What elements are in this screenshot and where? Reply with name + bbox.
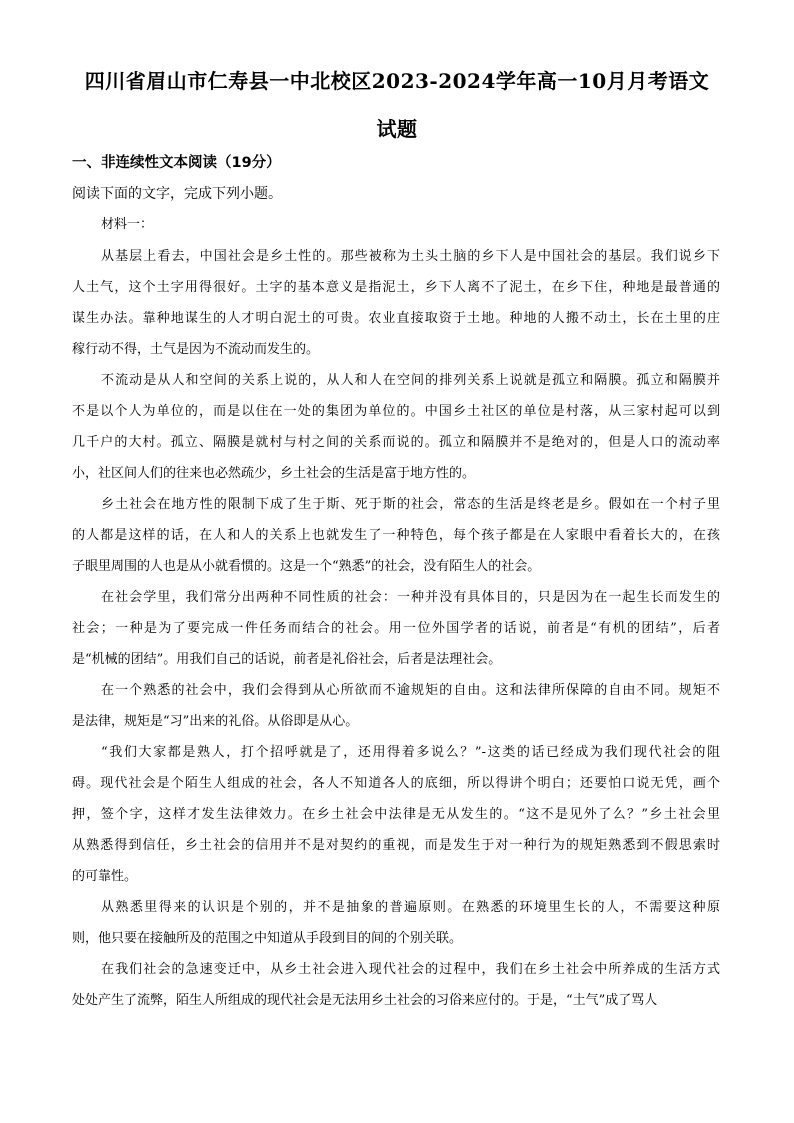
paragraph-line: 从基层上看去，中国社会是乡土性的。那些被称为土头土脑的乡下人是中国社会的基层。我们说乡下 [101,249,720,264]
paragraph-line: 从熟悉得到信任，乡土社会的信用并不是对契约的重视，而是发生于对一种行为的规矩熟悉到不假思索时 [72,838,720,853]
paragraph-line: 从熟悉里得来的认识是个别的，并不是抽象的普遍原则。在熟悉的环境里生长的人，不需要这种原 [101,900,720,915]
paragraph-line: 稼行动不得，土气是因为不流动而发生的。 [72,342,320,357]
reading-instruction: 阅读下面的文字，完成下列小题。 [72,186,282,202]
paragraph-line: 小，社区间人们的往来也必然疏少，乡土社会的生活是富于地方性的。 [72,466,476,481]
passage-paragraph [72,892,720,954]
document-title-line-1: 四川省眉山市仁寿县一中北校区2023-2024学年高一10月月考语文 [84,69,710,93]
passage-paragraph [72,489,720,582]
section-heading: 一、非连续性文本阅读（19分） [72,155,281,171]
paragraph-line: 不是以个人为单位的，而是以住在一处的集团为单位的。中国乡土社区的单位是村落，从三家村起可以到 [72,404,720,419]
passage-paragraph [72,954,720,1016]
paragraph-line: 处处产生了流弊，陌生人所组成的现代社会是无法用乡土社会的习俗来应付的。于是，“土气”成了骂人 [72,993,658,1008]
paragraph-line: “我们大家都是熟人，打个招呼就是了，还用得着多说么？”-这类的话已经成为我们现代社会的阻 [101,745,720,760]
paragraph-line: 几千户的大村。孤立、隔膜是就村与村之间的关系而说的。孤立和隔膜并不是绝对的，但是人口的流动率 [72,435,720,450]
paragraph-line: 在我们社会的急速变迁中，从乡土社会进入现代社会的过程中，我们在乡土社会中所养成的生活方式 [101,962,720,977]
paragraph-line: 的人都是这样的话，在人和人的关系上也就发生了一种特色，每个孩子都是在人家眼中看着长大的，在孩 [72,528,720,543]
material-label: 材料一： [101,217,154,232]
passage-paragraph [72,582,720,675]
document-title-line-2: 试题 [376,117,418,141]
passage-paragraph [72,737,720,892]
passage-paragraph [72,675,720,737]
paragraph-line: 乡土社会在地方性的限制下成了生于斯、死于斯的社会，常态的生活是终老是乡。假如在一个村子里 [101,497,720,512]
paragraph-line: 不流动是从人和空间的关系上说的，从人和人在空间的排列关系上说就是孤立和隔膜。孤立和隔膜并 [101,373,720,388]
paragraph-line: 人土气，这个土字用得很好。土字的基本意义是指泥土，乡下人离不了泥土，在乡下住，种地是最普通的 [72,280,720,295]
paragraph-line: 则，他只要在接触所及的范围之中知道从手段到目的间的个别关联。 [72,931,463,946]
passage-body [72,241,720,1016]
paragraph-line: 押，签个字，这样才发生法律效力。在乡土社会中法律是无从发生的。“这不是见外了么？”乡土社会里 [72,807,720,822]
paragraph-line: 的可靠性。 [72,869,138,884]
paragraph-line: 是“机械的团结”。用我们自己的话说，前者是礼俗社会，后者是法理社会。 [72,652,502,667]
paragraph-line: 碍。现代社会是个陌生人组成的社会，各人不知道各人的底细，所以得讲个明白；还要怕口说无凭，画个 [72,776,720,791]
paragraph-line: 谋生办法。靠种地谋生的人才明白泥土的可贵。农业直接取资于土地。种地的人搬不动土，长在土里的庄 [72,311,720,326]
paragraph-line: 是法律，规矩是“习”出来的礼俗。从俗即是从心。 [72,714,359,729]
paragraph-line: 在社会学里，我们常分出两种不同性质的社会：一种并没有具体目的，只是因为在一起生长而发生的 [101,590,720,605]
passage-paragraph [72,365,720,489]
paragraph-line: 在一个熟悉的社会中，我们会得到从心所欲而不逾规矩的自由。这和法律所保障的自由不同。规矩不 [101,683,720,698]
passage-paragraph [72,241,720,365]
paragraph-line: 子眼里周围的人也是从小就看惯的。这是一个“熟悉”的社会，没有陌生人的社会。 [72,559,541,574]
paragraph-line: 社会；一种是为了要完成一件任务而结合的社会。用一位外国学者的话说，前者是“有机的团结”，后者 [72,621,720,636]
